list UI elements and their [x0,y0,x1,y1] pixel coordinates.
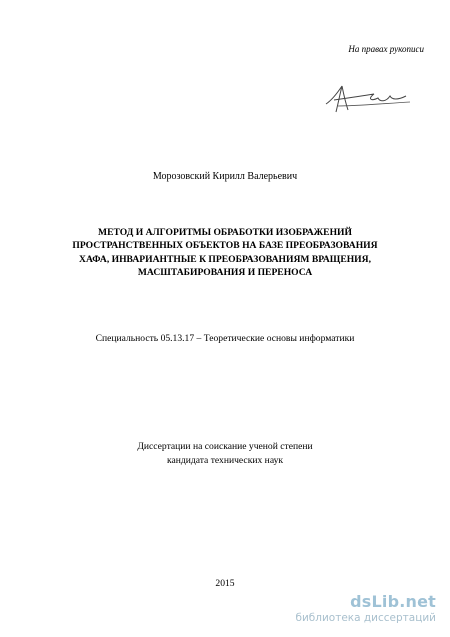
degree-statement [0,440,450,467]
watermark-caption: библиотека диссертаций [295,612,436,624]
degree-line: Диссертации на соискание ученой степени [137,441,313,452]
title-line: МЕТОД И АЛГОРИТМЫ ОБРАБОТКИ ИЗОБРАЖЕНИЙ [98,227,352,238]
title-line: ХАФА, ИНВАРИАНТНЫЕ К ПРЕОБРАЗОВАНИЯМ ВРАЩЕНИЯ, [79,253,371,265]
title-line: МАСШТАБИРОВАНИЯ И ПЕРЕНОСА [137,267,313,279]
dissertation-title [40,226,410,280]
author-name: Морозовский Кирилл Валерьевич [152,171,298,182]
publication-year: 2015 [215,578,235,589]
signature-image [318,80,418,120]
degree-line: кандидата технических наук [166,454,284,466]
title-line: ПРОСТРАНСТВЕННЫХ ОБЪЕКТОВ НА БАЗЕ ПРЕОБРАЗОВАНИЯ [72,240,378,252]
specialty-line: Специальность 05.13.17 – Теоретические основы информатики [95,333,355,344]
watermark-logo: dsLib.net [350,592,436,611]
rights-note: На правах рукописи [348,44,424,54]
